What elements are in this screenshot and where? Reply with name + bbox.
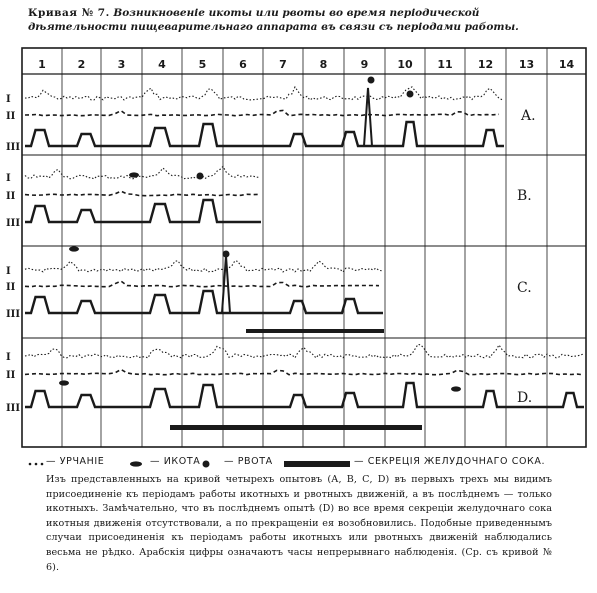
grid-frame [22, 48, 586, 447]
curve-ii [25, 281, 379, 287]
experiment-label: C. [517, 280, 532, 296]
curve-label: II [6, 111, 16, 122]
column-number: 8 [319, 58, 328, 71]
column-number: 5 [198, 58, 207, 71]
curve-label: III [6, 309, 21, 320]
experiment-label: A. [521, 108, 536, 124]
column-number: 10 [397, 58, 413, 71]
column-number: 2 [77, 58, 86, 71]
curve-label: III [6, 142, 21, 153]
secretion-bar [246, 329, 384, 333]
curve-label: II [6, 282, 16, 293]
curve-i [25, 87, 502, 100]
curve-i [25, 261, 382, 272]
legend-vomit-label: — РВОТА [224, 456, 273, 467]
chart-labels [6, 58, 574, 414]
legend-secretion-label: — СЕКРЕЦІЯ ЖЕЛУДОЧНАГО СОКА. [354, 456, 546, 467]
curve-ii [25, 370, 583, 375]
curve-label: III [6, 403, 21, 414]
curve-iii [25, 122, 504, 146]
curve-iii [25, 200, 261, 222]
vomit-marker [197, 173, 204, 180]
column-number: 3 [117, 58, 126, 71]
column-number: 1 [38, 58, 46, 71]
curve-ii [25, 111, 499, 116]
vomit-marker [407, 91, 414, 98]
column-number: 4 [158, 58, 166, 71]
column-number: 11 [437, 58, 453, 71]
curve-i [25, 344, 583, 358]
legend [32, 456, 577, 470]
chart-traces [25, 77, 584, 431]
legend-growl-label: — УРЧАНІЕ [46, 456, 105, 467]
growl-icon [29, 463, 32, 466]
hiccup-marker [59, 380, 69, 385]
figure-description: Изъ представленныхъ на кривой четырехъ опытовъ (А, В, С, D) въ первыхъ трехъ мы видимъ присоединеніе къ періодамъ работы икотныхъ и рвотныхъ движеній, а въ послѣднемъ — только икотныхъ. Замѣчательно, что въ послѣднемъ опытѣ (D) во все время секреціи желудочнаго сока икотныя движенія отсутствовали, а по прекращеніи ея возобновились. Подобные приведеннымъ случаи присоединенія къ періодамъ работы икотныхъ или рвотныхъ движеній наблюдались весьма не рѣдко. Арабскія цифры означаютъ часы непрерывнаго наблюденія. (Ср. съ кривой № 6). [46, 474, 552, 573]
legend-hiccup-label: — ИКОТА [150, 456, 201, 467]
vomit-marker [223, 251, 230, 258]
column-number: 14 [558, 58, 575, 71]
experiment-label: B. [517, 188, 532, 204]
column-number: 13 [518, 58, 535, 71]
column-number: 6 [239, 58, 247, 71]
curve-label: I [6, 173, 11, 184]
hiccup-marker [69, 246, 79, 251]
hiccup-marker [451, 386, 461, 391]
curve-iii [25, 383, 584, 407]
curve-label: I [6, 94, 11, 105]
column-number: 9 [360, 58, 369, 71]
curve-label: II [6, 370, 16, 381]
curve-label: I [6, 352, 11, 363]
secretion-bar [170, 425, 422, 430]
vomit-marker [368, 77, 375, 84]
hiccup-marker [129, 172, 139, 177]
curve-label: III [6, 218, 21, 229]
caption-label: Кривая № 7. [28, 7, 110, 19]
column-number: 12 [477, 58, 494, 71]
curve-iii [25, 291, 383, 313]
chart-grid [22, 48, 586, 447]
curve-label: I [6, 266, 11, 277]
column-number: 7 [279, 58, 287, 71]
curve-label: II [6, 191, 16, 202]
experiment-label: D. [517, 390, 533, 406]
caption-text: Возникновеніе икоты или рвоты во время періодической дѣятельности пищеварительнаго аппарата въ связи съ періодами работы. [28, 7, 519, 33]
